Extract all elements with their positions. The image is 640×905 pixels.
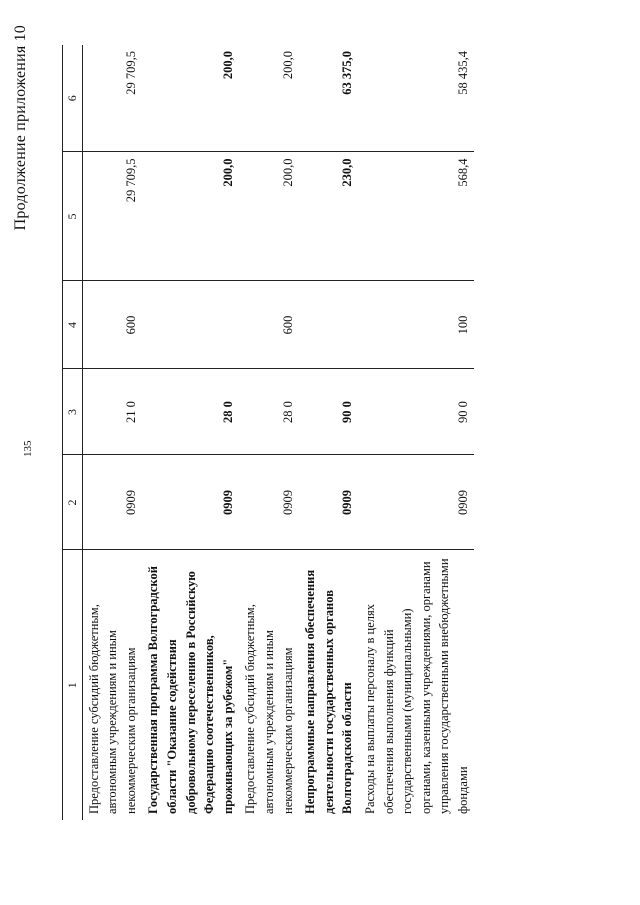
column-header: 1 bbox=[63, 550, 83, 820]
amount-col5: 200,0 bbox=[239, 152, 299, 281]
budget-table bbox=[62, 45, 474, 820]
row-name: Предоставление субсидий бюджетным, автономным учреждениям и иным некоммерческим организациям bbox=[239, 550, 299, 820]
amount-col5: 568,4 bbox=[359, 152, 475, 281]
column-header: 6 bbox=[63, 45, 83, 152]
column-header: 3 bbox=[63, 369, 83, 455]
target-article: 21 0 bbox=[82, 369, 142, 455]
amount-col6: 29 709,5 bbox=[123, 51, 138, 95]
column-header: 4 bbox=[63, 281, 83, 369]
section-code: 0909 bbox=[359, 455, 475, 550]
expense-type bbox=[299, 281, 359, 369]
table-row bbox=[82, 45, 142, 820]
column-header: 2 bbox=[63, 455, 83, 550]
column-header: 5 bbox=[63, 152, 83, 281]
amount-col6: 200,0 bbox=[220, 51, 235, 80]
amount-col6: 63 375,0 bbox=[340, 51, 355, 95]
table-row bbox=[239, 45, 299, 820]
table-row bbox=[359, 45, 475, 820]
section-code: 0909 bbox=[299, 455, 359, 550]
table-row bbox=[299, 45, 359, 820]
amount-col5: 29 709,5 bbox=[82, 152, 142, 281]
table-header-row bbox=[63, 45, 83, 820]
expense-type bbox=[142, 281, 239, 369]
amount-col5: 200,0 bbox=[142, 152, 239, 281]
page-number: 135 bbox=[22, 440, 34, 457]
continuation-title: Продолжение приложения 10 bbox=[12, 25, 29, 231]
target-article: 28 0 bbox=[142, 369, 239, 455]
row-name: Государственная программа Волгоградской области "Оказание содействия добровольному переселению в Российскую Федерацию соотечественников, проживающих за рубежом" bbox=[142, 550, 239, 820]
row-name: Расходы на выплаты персоналу в целях обеспечения выполнения функций государственными (муниципальными) органами, казенными учреждениями, органами управления государственными внебюджетными фондами bbox=[359, 550, 475, 820]
row-name: Непрограммные направления обеспечения деятельности государственных органов Волгоградской области bbox=[299, 550, 359, 820]
amount-col5: 230,0 bbox=[299, 152, 359, 281]
target-article: 90 0 bbox=[299, 369, 359, 455]
expense-type: 100 bbox=[359, 281, 475, 369]
amount-col6: 58 435,4 bbox=[455, 51, 470, 95]
section-code: 0909 bbox=[142, 455, 239, 550]
amount-col6: 200,0 bbox=[280, 51, 295, 80]
target-article: 90 0 bbox=[359, 369, 475, 455]
row-name: Предоставление субсидий бюджетным, автономным учреждениям и иным некоммерческим организациям bbox=[82, 550, 142, 820]
expense-type: 600 bbox=[239, 281, 299, 369]
table-row bbox=[142, 45, 239, 820]
section-code: 0909 bbox=[82, 455, 142, 550]
target-article: 28 0 bbox=[239, 369, 299, 455]
expense-type: 600 bbox=[82, 281, 142, 369]
section-code: 0909 bbox=[239, 455, 299, 550]
